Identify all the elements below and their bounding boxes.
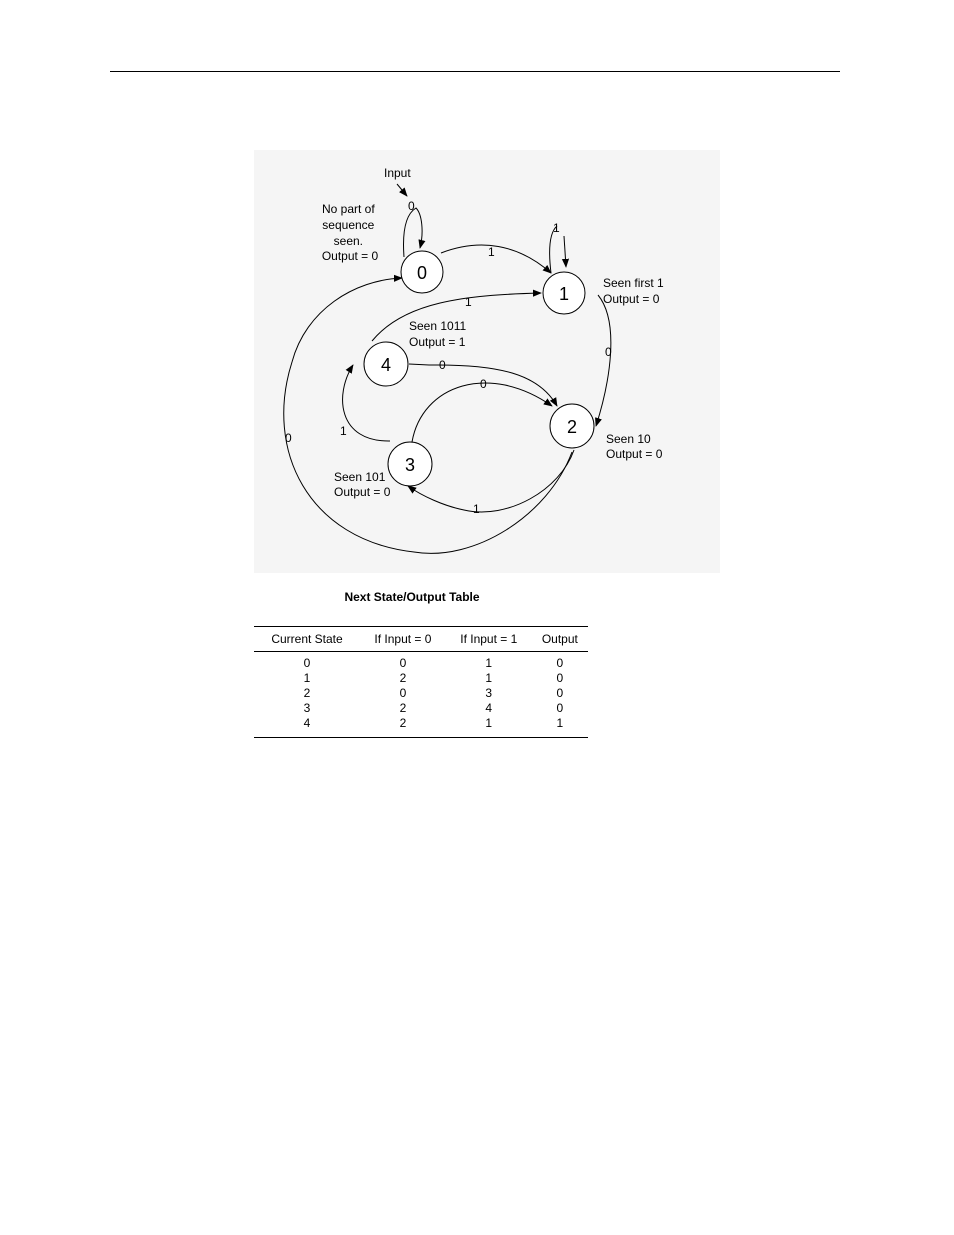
- edge-label-3-4: 1: [340, 424, 347, 438]
- state-2: [550, 404, 594, 448]
- edge-label-4-1: 1: [465, 295, 472, 309]
- edge-label-3-2: 0: [480, 377, 487, 391]
- header-output: Output: [532, 627, 588, 652]
- table-cell: 4: [303, 716, 311, 730]
- table-cell: 4: [485, 701, 493, 715]
- table-cell: 0: [556, 701, 564, 715]
- edge-1-2: [596, 295, 611, 426]
- table-cell: 2: [399, 716, 407, 730]
- state-diagram-svg: [254, 150, 720, 573]
- input-label: Input: [384, 166, 411, 180]
- state-1: [543, 272, 585, 314]
- edge-4-1: [372, 293, 541, 341]
- table-cell: 0: [556, 686, 564, 700]
- table-cell: 0: [399, 686, 407, 700]
- header-rule: [110, 71, 840, 72]
- edge-label-4-2: 0: [439, 358, 446, 372]
- table-cell: 2: [303, 686, 311, 700]
- edge-0-1: [441, 245, 551, 273]
- table-cell: 1: [485, 716, 493, 730]
- svg-text:2: 2: [566, 417, 578, 437]
- table-cell: 1: [303, 671, 311, 685]
- edge-1-1-head: [564, 236, 566, 267]
- state-0: [401, 251, 443, 293]
- edge-2-3: [408, 450, 574, 512]
- table-row: [254, 671, 588, 686]
- edge-label-1-2: 0: [605, 345, 612, 359]
- state-2-desc: Seen 10 Output = 0: [606, 432, 663, 461]
- header-if-input-1: If Input = 1: [446, 627, 532, 652]
- state-3: [388, 442, 432, 486]
- edge-label-1-1: 1: [553, 221, 560, 235]
- svg-text:1: 1: [558, 284, 570, 304]
- table-title: Next State/Output Table: [344, 590, 480, 604]
- table-cell: 1: [556, 716, 564, 730]
- table-cell: 0: [556, 671, 564, 685]
- table-cell: 0: [303, 656, 311, 670]
- table-cell: 1: [485, 656, 493, 670]
- edge-label-2-3: 1: [473, 502, 480, 516]
- table-cell: 3: [303, 701, 311, 715]
- state-3-desc: Seen 101 Output = 0: [334, 470, 391, 499]
- table-cell: 3: [485, 686, 493, 700]
- table-cell: 0: [399, 656, 407, 670]
- edge-label-0-1: 1: [488, 245, 495, 259]
- table-header-row: [254, 627, 588, 652]
- table-row: [254, 686, 588, 701]
- state-0-desc: No part of sequence seen. Output = 0: [321, 202, 379, 263]
- state-diagram: [254, 150, 720, 573]
- edge-3-2: [412, 383, 552, 442]
- edge-0-0: [404, 208, 423, 257]
- header-current-state: Current State: [254, 627, 360, 652]
- state-4: [364, 342, 408, 386]
- next-state-output-table: [254, 626, 588, 738]
- table-row: [254, 716, 588, 738]
- table-cell: 2: [399, 701, 407, 715]
- header-if-input-0: If Input = 0: [360, 627, 446, 652]
- state-4-desc: Seen 1011 Output = 1: [409, 319, 467, 349]
- table-cell: 2: [399, 671, 407, 685]
- input-arrow: [397, 184, 407, 196]
- edge-label-0-0: 0: [408, 199, 415, 213]
- svg-text:0: 0: [416, 263, 428, 283]
- table-row: [254, 701, 588, 716]
- table-cell: 1: [485, 671, 493, 685]
- state-1-desc: Seen first 1 Output = 0: [603, 276, 664, 306]
- svg-text:4: 4: [380, 355, 392, 375]
- edge-label-2-0: 0: [285, 431, 292, 445]
- svg-text:3: 3: [404, 455, 416, 475]
- table-cell: 0: [556, 656, 564, 670]
- table-row: [254, 652, 588, 672]
